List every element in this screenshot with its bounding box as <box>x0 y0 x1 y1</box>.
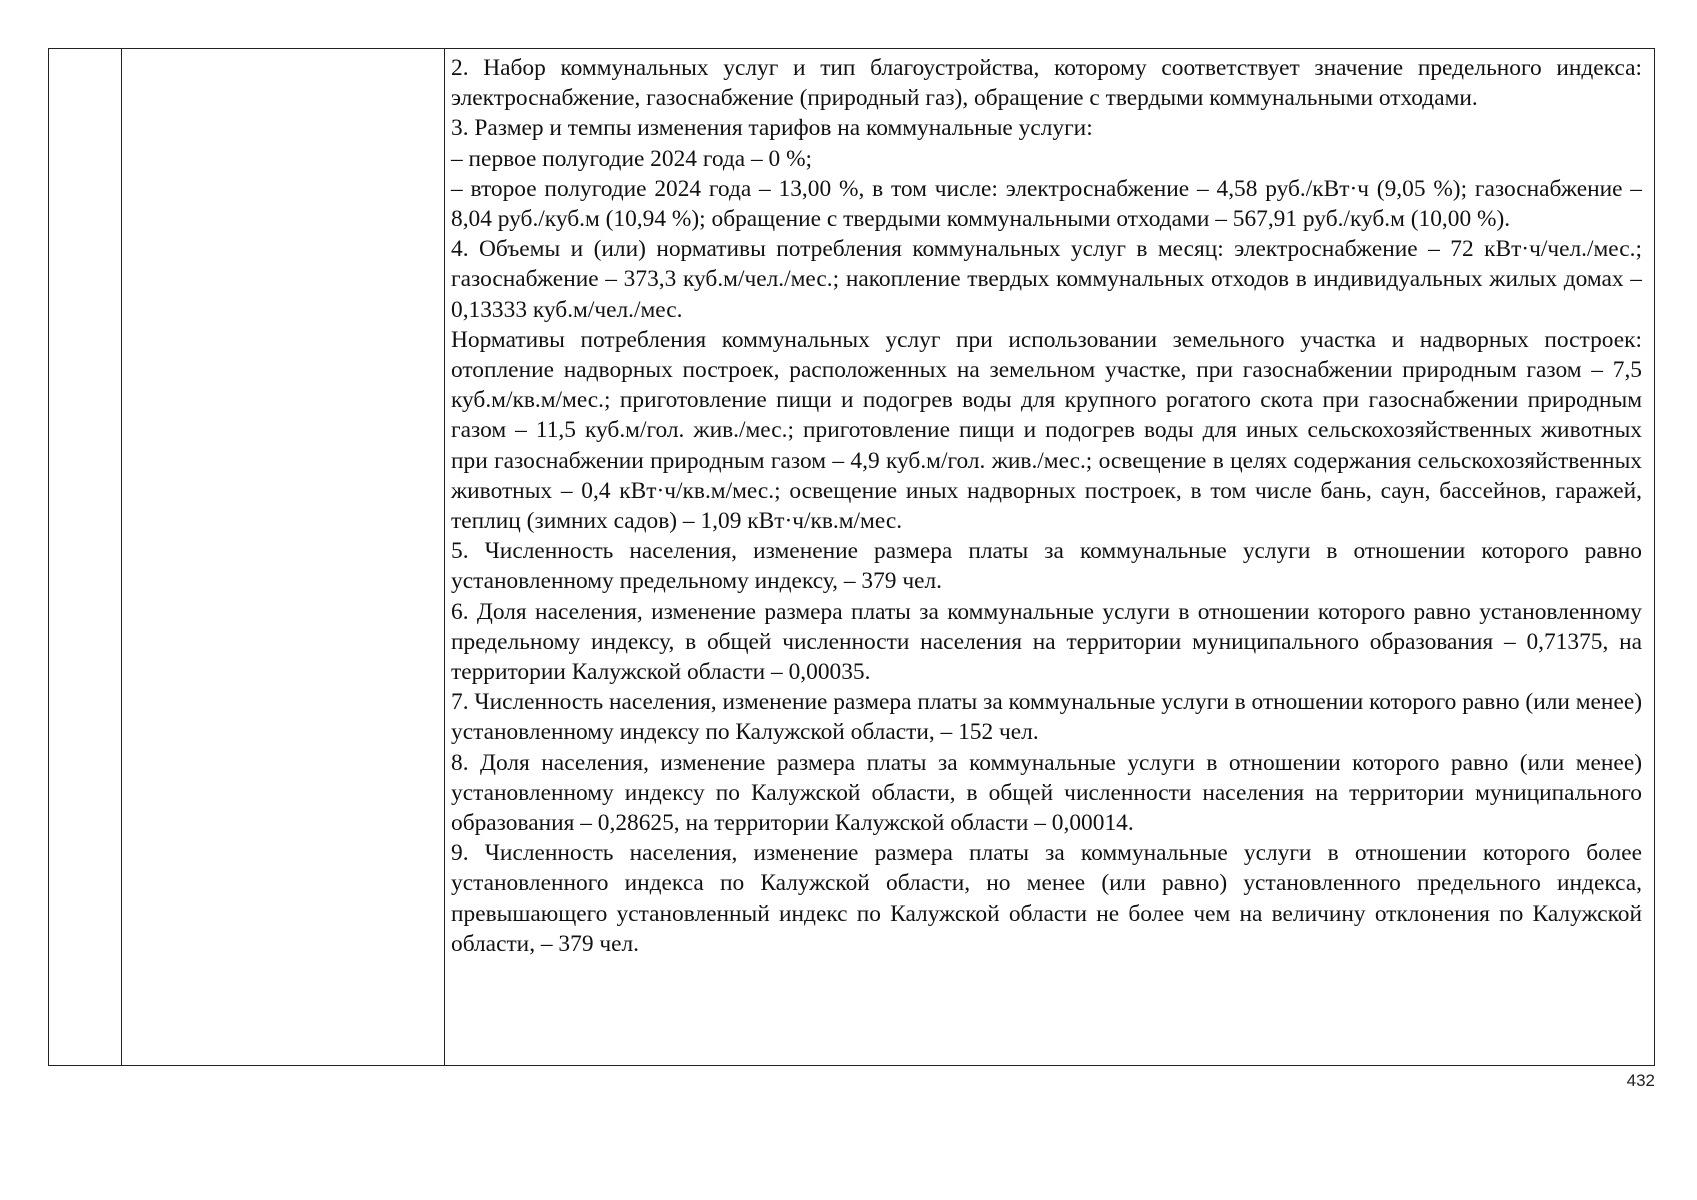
document-table <box>48 48 1655 1066</box>
number-cell <box>49 49 122 1066</box>
paragraph-item-3: 3. Размер и темпы изменения тарифов на коммунальные услуги: <box>451 115 1093 142</box>
paragraph-item-2: 2. Набор коммунальных услуг и тип благоустройства, которому соответствует значение предельного индекса: электроснабжение, газоснабжение (природный газ), обращение с твердыми коммунальными отходами. <box>451 55 1642 112</box>
table-row <box>49 49 1655 1066</box>
paragraph-consumption-norms: Нормативы потребления коммунальных услуг при использовании земельного участка и надворных построек: отопление надворных построек, расположенных на земельном участке, при газоснабжении природным газом – 7,5 куб.м/кв.м/мес.; приготовление пищи и подогрев воды для крупного рогатого скота при газоснабжении природным газом – 11,5 куб.м/гол. жив./мес.; приготовление пищи и подогрев воды для иных сельскохозяйственных животных при газоснабжении природным газом – 4,9 куб.м/гол. жив./мес.; освещение в целях содержания сельскохозяйственных животных – 0,4 кВт·ч/кв.м/мес.; освещение иных надворных построек, в том числе бань, саун, бассейнов, гаражей, теплиц (зимних садов) – 1,09 кВт·ч/кв.м/мес. <box>451 326 1642 535</box>
paragraph-item-7: 7. Численность населения, изменение размера платы за коммунальные услуги в отношении которого равно (или менее) установленному индексу по Калужской области, – 152 чел. <box>451 689 1643 746</box>
paragraph-second-half-year: – второе полугодие 2024 года – 13,00 %, в том числе: электроснабжение – 4,58 руб./кВт·ч (9,05 %); газоснабжение – 8,04 руб./куб.м (10,94 %); обращение с твердыми коммунальными отходами – 567,91 руб./куб.м (10,00 %). <box>451 175 1642 233</box>
label-cell <box>122 49 445 1066</box>
content-cell <box>445 49 1655 1066</box>
paragraph-item-8: 8. Доля населения, изменение размера платы за коммунальные услуги в отношении которого равно (или менее) установленному индексу по Калужской области, в общей численности населения на территории муниципального образования – 0,28625, на территории Калужской области – 0,00014. <box>451 749 1642 837</box>
paragraph-item-6: 6. Доля населения, изменение размера платы за коммунальные услуги в отношении которого равно установленному предельному индексу, в общей численности населения на территории муниципального образования – 0,71375, на территории Калужской области – 0,00035. <box>451 598 1642 686</box>
paragraph-first-half-year: – первое полугодие 2024 года – 0 %; <box>451 145 813 172</box>
paragraph-item-5: 5. Численность населения, изменение размера платы за коммунальные услуги в отношении которого равно установленному предельному индексу, – 379 чел. <box>451 538 1642 595</box>
paragraph-item-4: 4. Объемы и (или) нормативы потребления коммунальных услуг в месяц: электроснабжение – 72 кВт·ч/чел./мес.; газоснабжение – 373,3 куб.м/чел./мес.; накопление твердых коммунальных отходов в индивидуальных жилых домах – 0,13333 куб.м/чел./мес. <box>451 236 1642 323</box>
page-number: 432 <box>1626 1071 1655 1090</box>
paragraph-item-9: 9. Численность населения, изменение размера платы за коммунальные услуги в отношении которого более установленного индекса по Калужской области, но менее (или равно) установленного предельного индекса, превышающего установленный индекс по Калужской области не более чем на величину отклонения по Калужской области, – 379 чел. <box>451 840 1642 957</box>
